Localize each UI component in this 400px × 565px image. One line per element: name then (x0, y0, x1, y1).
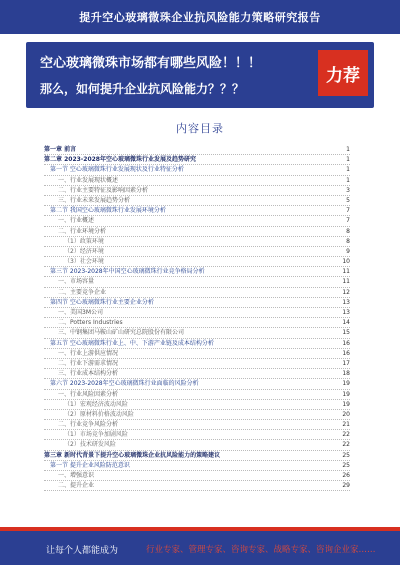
toc-entry[interactable] (44, 237, 350, 247)
toc-entry[interactable] (44, 400, 350, 410)
toc-entry-page: 26 (342, 472, 350, 479)
toc-entry-label: 第四节 空心玻璃微珠行业主要企业分析 (50, 298, 154, 306)
toc-entry-label: 二、主要竞争企业 (58, 288, 107, 296)
toc-entry-label: （2）技术研发风险 (64, 441, 116, 449)
toc-entry-page: 19 (342, 390, 350, 398)
footer-slogan: 让每个人都能成为 (46, 546, 119, 556)
toc-entry[interactable] (44, 359, 350, 369)
toc-entry[interactable] (44, 227, 350, 237)
toc-entry-label: （3）社会环境 (64, 258, 104, 266)
toc-entry-label: 第一节 提升企业风险防范意识 (50, 461, 130, 469)
toc-entry-label: 二、行业主要特征及影响因素分析 (58, 186, 149, 194)
toc-entry-page: 1 (346, 146, 350, 153)
toc-entry-page: 13 (342, 309, 350, 316)
toc-entry-label: （1）政策环境 (64, 237, 104, 245)
toc-entry-label: 一、行业发展现状概述 (58, 176, 119, 184)
toc-entry[interactable] (44, 176, 350, 186)
toc-entry[interactable] (44, 206, 350, 216)
toc-entry[interactable] (44, 440, 350, 450)
footer-bar (0, 527, 400, 565)
toc-entry[interactable] (44, 471, 350, 481)
toc-entry[interactable] (44, 369, 350, 379)
toc-entry-label: 一、市场容量 (58, 278, 95, 286)
toc-entry-page: 13 (342, 298, 350, 306)
toc-entry-label: 二、行业下游需求情况 (58, 359, 119, 367)
toc-entry-page: 25 (342, 461, 350, 469)
toc-entry-label: 第六节 2023-2028年空心玻璃微珠行业面临的风险分析 (50, 380, 199, 388)
toc-entry[interactable] (44, 277, 350, 287)
toc-entry-page: 7 (346, 207, 350, 215)
recommend-badge: 力荐 (318, 50, 368, 96)
toc-entry-label: 第一章 前言 (44, 146, 77, 153)
toc-entry[interactable] (44, 339, 350, 349)
toc-entry[interactable] (44, 430, 350, 440)
toc-entry-label: 第二节 我国空心玻璃微珠行业发展环境分析 (50, 207, 166, 215)
report-header (0, 0, 400, 34)
toc-entry[interactable] (44, 216, 350, 226)
toc-entry-label: 二、Potters Industries (58, 319, 123, 327)
toc-entry[interactable] (44, 379, 350, 389)
toc-entry-page: 1 (346, 176, 350, 184)
toc-entry-label: 二、提升企业 (58, 482, 95, 490)
toc-entry[interactable] (44, 451, 350, 461)
table-of-contents (44, 145, 350, 491)
toc-entry-page: 29 (342, 482, 350, 490)
toc-entry[interactable] (44, 328, 350, 338)
toc-entry-page: 19 (342, 380, 350, 388)
toc-entry-label: 第三章 新时代背景下提升空心玻璃微珠企业抗风险能力的策略建议 (44, 451, 221, 459)
toc-entry-page: 8 (346, 227, 350, 235)
toc-entry-page: 17 (342, 359, 350, 367)
toc-entry[interactable] (44, 481, 350, 491)
toc-entry-page: 15 (342, 329, 350, 337)
toc-entry-page: 16 (342, 339, 350, 347)
toc-entry-page: 20 (342, 410, 350, 418)
toc-entry-page: 7 (346, 217, 350, 225)
toc-entry-label: （1）市场竞争加剧风险 (64, 431, 128, 439)
toc-entry-label: 二、行业竞争风险分析 (58, 421, 119, 429)
toc-entry[interactable] (44, 349, 350, 359)
question-banner (26, 42, 374, 108)
footer-tags: 行业专家、管理专家、咨询专家、战略专家、咨询企业家…… (146, 545, 376, 555)
toc-entry-label: 二、行业环境分析 (58, 227, 107, 235)
toc-entry-page: 9 (346, 247, 350, 255)
toc-entry-page: 11 (342, 268, 350, 276)
toc-entry[interactable] (44, 288, 350, 298)
toc-entry[interactable] (44, 420, 350, 430)
banner-question-risk: 空心玻璃微珠市场都有哪些风险！！！ (40, 56, 262, 71)
footer-accent-stripe (0, 527, 400, 531)
toc-entry[interactable] (44, 461, 350, 471)
toc-entry-page: 10 (342, 258, 350, 266)
toc-entry-label: 一、行业风险因素分析 (58, 390, 119, 398)
toc-entry-label: （2）经济环境 (64, 247, 104, 255)
toc-entry[interactable] (44, 410, 350, 420)
toc-entry-label: 第二章 2023-2028年空心玻璃微珠行业发展及趋势研究 (44, 156, 196, 164)
toc-entry[interactable] (44, 257, 350, 267)
toc-entry-page: 25 (342, 451, 350, 459)
toc-heading: 内容目录 (176, 122, 224, 135)
toc-entry-page: 21 (342, 421, 350, 429)
toc-entry-label: 三、中钢集团马鞍山矿山研究总院股份有限公司 (58, 329, 185, 337)
toc-entry[interactable] (44, 196, 350, 206)
toc-entry-page: 18 (342, 370, 350, 378)
toc-entry-label: 一、增强意识 (58, 472, 95, 479)
toc-entry[interactable] (44, 155, 350, 165)
toc-entry[interactable] (44, 298, 350, 308)
toc-entry-label: 第五节 空心玻璃微珠行业上、中、下游产业链及成本结构分析 (50, 339, 214, 347)
toc-entry-label: （1）宏观经济波动风险 (64, 400, 128, 408)
toc-entry-label: 一、行业上游供应情况 (58, 349, 119, 357)
toc-entry[interactable] (44, 267, 350, 277)
report-title: 提升空心玻璃微珠企业抗风险能力策略研究报告 (79, 11, 321, 24)
toc-entry-page: 16 (342, 349, 350, 357)
toc-entry-page: 22 (342, 441, 350, 449)
toc-entry-label: 第一节 空心玻璃微珠行业发展现状及行业特征分析 (50, 166, 184, 174)
toc-entry-page: 19 (342, 400, 350, 408)
toc-entry-label: （2）原材料价格波动风险 (64, 410, 134, 418)
toc-entry-page: 11 (342, 278, 350, 286)
toc-entry[interactable] (44, 308, 350, 318)
toc-entry-page: 14 (342, 319, 350, 327)
toc-entry-page: 1 (346, 166, 350, 174)
toc-entry-page: 12 (342, 288, 350, 296)
toc-entry[interactable] (44, 165, 350, 175)
toc-entry[interactable] (44, 186, 350, 196)
toc-entry-page: 5 (346, 196, 350, 204)
toc-entry-page: 8 (346, 237, 350, 245)
toc-entry-label: 一、行业概述 (58, 217, 95, 225)
toc-entry[interactable] (44, 318, 350, 328)
toc-entry-page: 1 (346, 156, 350, 164)
toc-entry-label: 一、美国3M公司 (58, 309, 103, 316)
banner-question-strategy: 那么，如何提升企业抗风险能力？？？ (40, 82, 245, 96)
toc-entry-page: 3 (346, 186, 350, 194)
toc-entry[interactable] (44, 145, 350, 155)
toc-entry-label: 第三节 2023-2028年中国空心玻璃微珠行业竞争格局分析 (50, 268, 205, 276)
toc-entry[interactable] (44, 247, 350, 257)
toc-entry-label: 三、行业成本结构分析 (58, 370, 119, 378)
toc-entry-label: 三、行业未来发展趋势分析 (58, 196, 131, 204)
toc-entry[interactable] (44, 390, 350, 400)
toc-entry-page: 22 (342, 431, 350, 439)
